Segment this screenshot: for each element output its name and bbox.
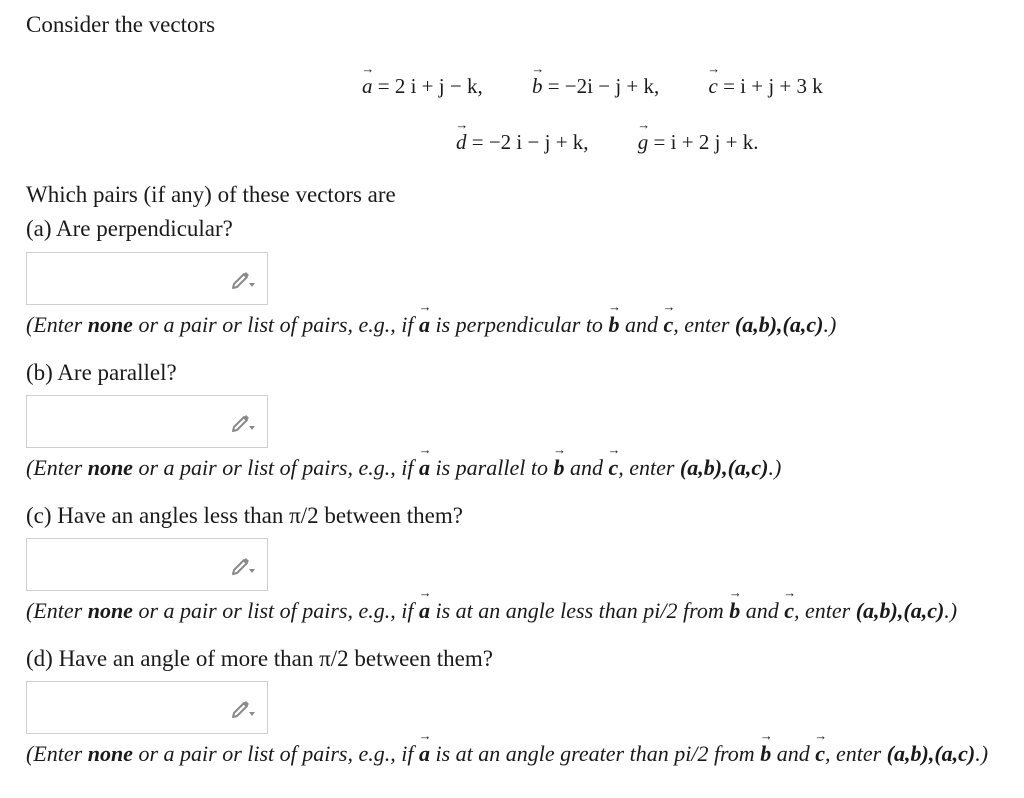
hint-vector-a: → a [419,598,430,624]
hint-middle: or a pair or list of pairs, e.g., if [132,598,419,623]
vector-c-equation [709,74,823,98]
hint-enter: , enter [794,598,856,623]
hint-enter: , enter [824,741,887,766]
intro-text: Consider the vectors [26,12,216,37]
hint-none-keyword: none [87,312,133,337]
hint-end: .) [768,455,782,480]
answer-format-hint [26,741,988,767]
vector-d-equation [456,130,589,154]
hint-end: .) [944,598,958,623]
hint-vector-a: → a [419,741,430,767]
hint-and: and [740,598,785,623]
pencil-icon[interactable] [231,697,257,719]
hint-vector-c: → c [663,312,673,338]
hint-prefix: (Enter [26,741,88,766]
hint-prefix: (Enter [26,598,88,623]
vector-g-equation [638,130,759,154]
question-label: (c) Have an angles less than π/2 between them? [26,503,463,528]
answer-format-hint [26,312,836,338]
answer-format-hint [26,455,781,481]
hint-example: (a,b),(a,c) [734,312,824,337]
hint-end: .) [823,312,837,337]
vector-a-equation [362,74,483,98]
vector-c-symbol: → c [709,74,718,99]
vector-c-rhs: = i + j + 3 k [723,74,823,98]
hint-relation: is at an angle greater than pi/2 from [430,741,761,766]
hint-middle: or a pair or list of pairs, e.g., if [132,455,419,480]
hint-enter: , enter [618,455,680,480]
hint-vector-b: → b [553,455,564,481]
pencil-icon[interactable] [231,268,257,290]
hint-middle: or a pair or list of pairs, e.g., if [132,741,419,766]
question-label: (b) Are parallel? [26,360,177,385]
pencil-icon[interactable] [231,411,257,433]
hint-example: (a,b),(a,c) [855,598,945,623]
hint-relation: is at an angle less than pi/2 from [430,598,730,623]
hint-example: (a,b),(a,c) [679,455,769,480]
question-label: (a) Are perpendicular? [26,216,233,241]
hint-vector-b: → b [760,741,771,767]
hint-none-keyword: none [87,598,133,623]
vector-equations-line-2 [456,130,759,155]
hint-vector-c: → c [608,455,618,481]
vector-b-rhs: = −2i − j + k, [547,74,660,98]
hint-and: and [619,312,664,337]
vector-g-rhs: = i + 2 j + k. [653,130,759,154]
hint-none-keyword: none [87,455,133,480]
vector-d-symbol: → d [456,130,467,155]
hint-relation: is perpendicular to [430,312,609,337]
vector-a-symbol: → a [362,74,373,99]
hint-middle: or a pair or list of pairs, e.g., if [132,312,419,337]
hint-and: and [564,455,609,480]
vector-a-rhs: = 2 i + j − k, [377,74,483,98]
hint-end: .) [975,741,989,766]
hint-none-keyword: none [87,741,133,766]
hint-vector-b: → b [729,598,740,624]
hint-vector-c: → c [815,741,825,767]
hint-relation: is parallel to [430,455,554,480]
hint-prefix: (Enter [26,455,88,480]
vector-b-symbol: → b [532,74,543,99]
pencil-icon[interactable] [231,554,257,576]
vector-g-symbol: → g [638,130,649,155]
vector-b-equation [532,74,659,98]
prompt-text: Which pairs (if any) of these vectors are [26,182,396,207]
hint-prefix: (Enter [26,312,88,337]
hint-example: (a,b),(a,c) [886,741,976,766]
hint-vector-a: → a [419,312,430,338]
vector-d-rhs: = −2 i − j + k, [471,130,589,154]
hint-enter: , enter [673,312,735,337]
hint-vector-a: → a [419,455,430,481]
vector-equations-line-1 [362,74,823,99]
hint-and: and [771,741,816,766]
question-label: (d) Have an angle of more than π/2 between them? [26,646,493,671]
hint-vector-c: → c [784,598,794,624]
hint-vector-b: → b [608,312,619,338]
answer-format-hint [26,598,957,624]
